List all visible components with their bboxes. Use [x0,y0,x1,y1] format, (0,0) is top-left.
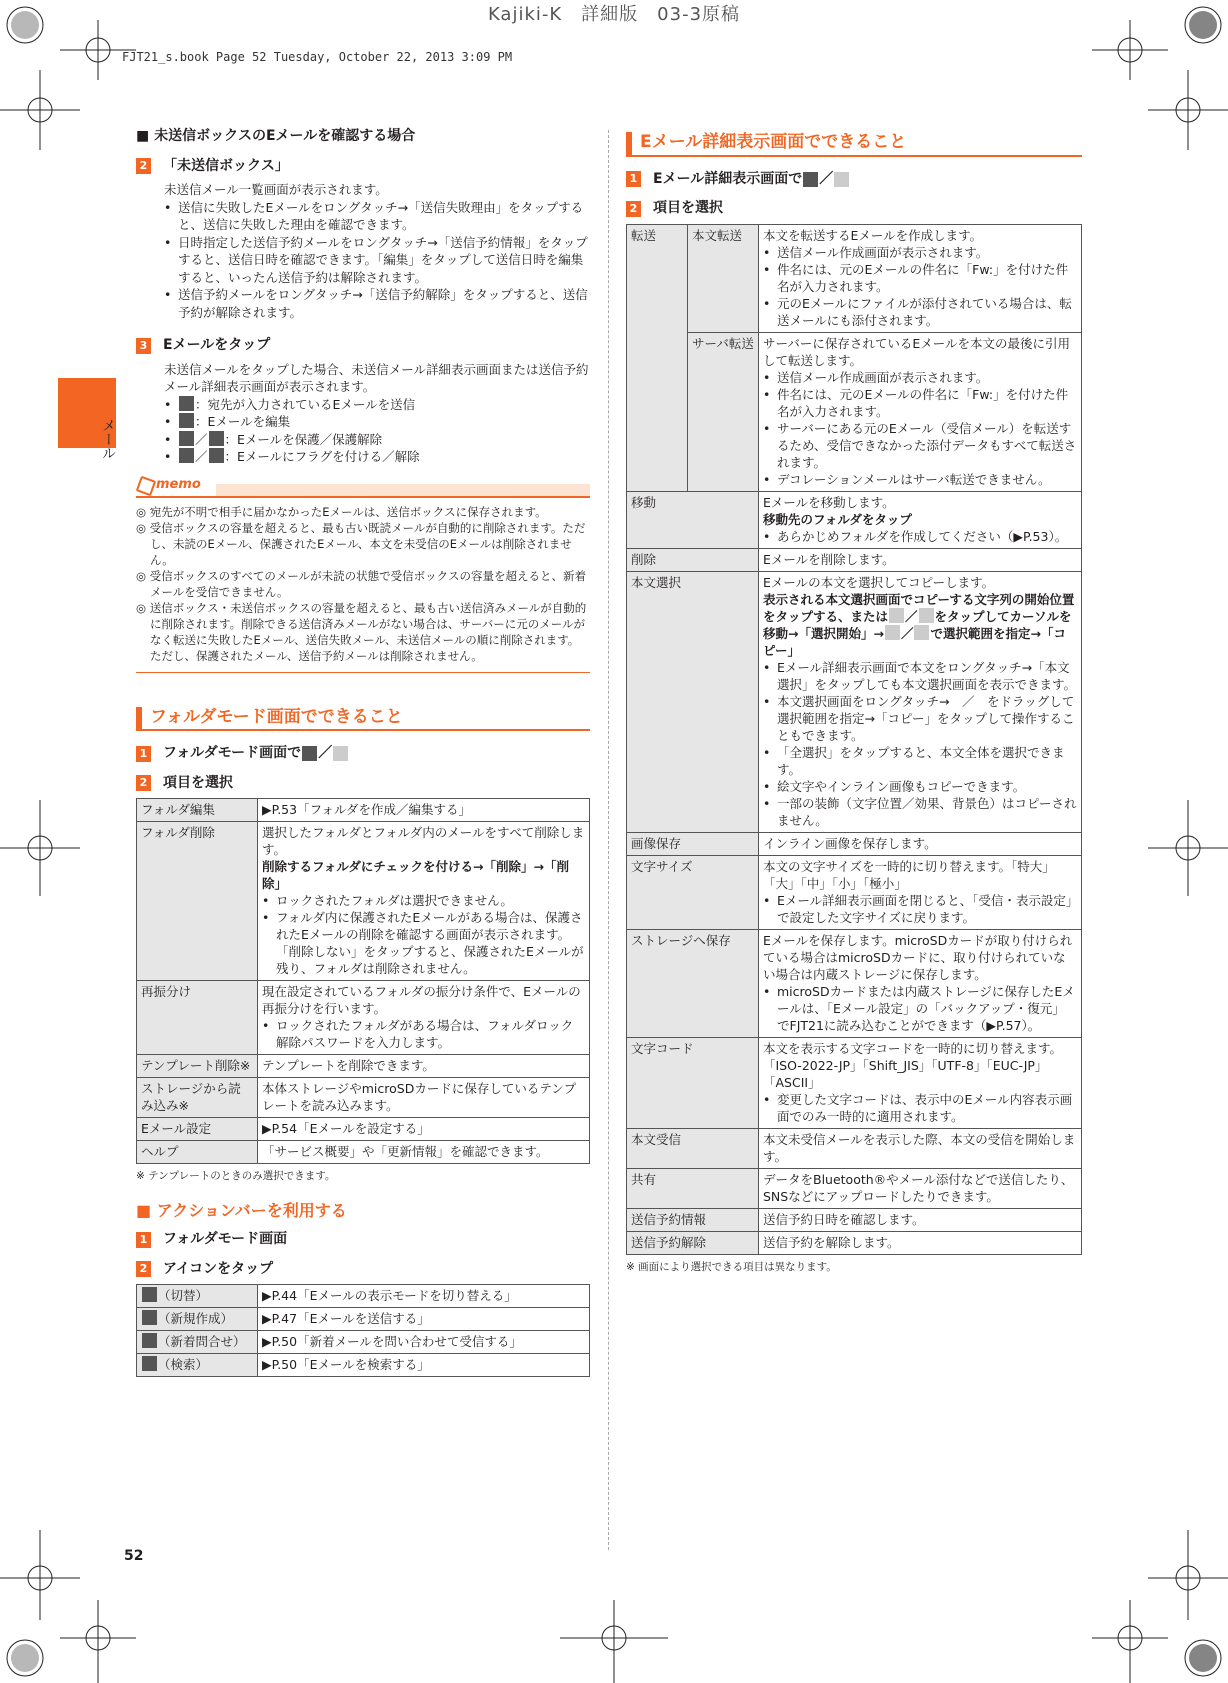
row-text: 現在設定されているフォルダの振分け条件で、Eメールの再振分けを行います。 [262,984,581,1016]
separator: ／ [819,170,834,187]
chapter-side-tab-label: メール [100,418,116,460]
memo-header [136,476,590,498]
row-text: 選択したフォルダとフォルダ内のメールをすべて削除します。 [262,825,585,857]
row-bullets [262,892,585,977]
row-bullets [262,1017,585,1051]
bullet: • ロックされたフォルダがある場合は、フォルダロック解除パスワードを入力します。 [262,1017,585,1051]
step-number: 1 [626,171,641,187]
memo-item: ◎ 宛先が不明で相手に届かなかったEメールは、送信ボックスに保存されます。 [136,504,547,519]
row-label: 文字コード [627,1037,759,1128]
left-column [136,128,590,1377]
row-cell [759,1037,1082,1128]
row-text: インライン画像を保存します。 [759,832,1082,855]
row-text: 本文を転送するEメールを作成します。 [763,227,983,243]
arrow-left-icon [889,608,904,623]
row-label: 移動 [627,491,759,548]
row-bold: 移動先のフォルダをタップ [763,511,912,527]
row-bullets [763,892,1077,926]
section-heading-unsent: ■ 未送信ボックスのEメールを確認する場合 [136,128,416,144]
bullet: • 絵文字やインライン画像もコピーできます。 [763,778,1077,795]
send-icon [179,396,194,411]
folder-options-table [136,798,590,1164]
step-number: 3 [136,338,151,354]
bullet: • 「全選択」をタップすると、本文全体を選択できます。 [763,744,1077,778]
row-label: 文字サイズ [627,855,759,929]
banner-folder-mode: フォルダモード画面でできること [136,707,590,732]
step-title: Eメール詳細表示画面で [653,170,803,187]
bullet: • ロックされたフォルダは選択できません。 [262,892,585,909]
bullet-text: ：Eメールを保護／保護解除 [224,431,383,447]
bold-part: をタップしてカーソルを移動→「選択開始」→ [763,608,1072,641]
icon-bullets [136,396,590,466]
table-row [627,1208,1082,1231]
row-label: （新着問合せ） [158,1334,246,1349]
arrow-right-icon [914,625,929,640]
step-number: 2 [136,1261,151,1277]
bullet: • 元のEメールにファイルが添付されている場合は、転送メールにも添付されます。 [763,295,1077,329]
row-text: 本文を表示する文字コードを一時的に切り替えます。「ISO-2022-JP」「Shift_JIS」「UTF-8」「EUC-JP」「ASCII」 [763,1040,1063,1090]
row-label: 送信予約情報 [627,1208,759,1231]
row-bullets [763,528,1077,545]
bullet: • サーバーにある元のEメール（受信メール）を転送するため、受信できなかった添付データもすべて転送されます。 [763,420,1077,471]
table-row [137,1354,590,1377]
row-label: Eメール設定 [137,1118,258,1141]
bullet: • デコレーションメールはサーバ転送できません。 [763,471,1077,488]
row-text: Eメールを保存します。microSDカードが取り付けられている場合はmicroSDカードに、取り付けられていない場合は内蔵ストレージに保存します。 [763,932,1073,982]
row-bold [763,591,1077,659]
action-bar-heading: ■ アクションバーを利用する [136,1200,347,1220]
row-text: Eメールを削除します。 [759,548,1082,571]
step-title: 「未送信ボックス」 [163,157,289,174]
menu-vertical-icon [803,172,818,187]
row-sublabel: 本文転送 [688,224,759,332]
step-number: 2 [136,775,151,791]
bullet: • 送信メール作成画面が表示されます。 [763,369,1077,386]
row-text: ▶P.53「フォルダを作成／編集する」 [258,799,590,822]
bold-part: で選択範囲を指定→「コピー」 [763,625,1066,658]
row-text: テンプレートを削除できます。 [258,1055,590,1078]
action-bar-table [136,1284,590,1377]
row-cell [258,981,590,1055]
row-label: 画像保存 [627,832,759,855]
menu-icon [834,172,849,187]
table-row [627,1128,1082,1168]
row-label-cell [137,1308,258,1331]
detail-note: ※ 画面により選択できる項目は異なります。 [626,1260,837,1273]
folder-note: ※ テンプレートのときのみ選択できます。 [136,1170,336,1182]
memo-item: ◎ 受信ボックスの容量を超えると、最も古い既読メールが自動的に削除されます。ただし、未読のEメール、保護されたEメール、本文を未受信のEメールは削除されません。 [136,520,586,567]
bullet-text: ：Eメールを編集 [195,414,291,429]
table-row [627,491,1082,548]
step-number: 1 [136,746,151,762]
row-cell [759,855,1082,929]
folder-step-2 [136,775,590,793]
row-text: ▶P.47「Eメールを送信する」 [258,1308,590,1331]
table-row [137,1078,590,1118]
row-label: （検索） [158,1357,209,1372]
step-number: 1 [136,1232,151,1248]
menu-vertical-icon [302,746,317,761]
row-text: 本文未受信メールを表示した際、本文の受信を開始します。 [759,1128,1082,1168]
step-title: 項目を選択 [163,774,233,791]
row-label: 再振分け [137,981,258,1055]
row-text: ▶P.50「Eメールを検索する」 [258,1354,590,1377]
row-bullets [763,244,1077,329]
compose-icon [142,1310,157,1325]
row-label: テンプレート削除※ [137,1055,258,1078]
separator: ／ [900,625,914,641]
bullet: • あらかじめフォルダを作成してください（▶P.53）。 [763,528,1077,545]
row-cell [258,822,590,981]
step-3 [136,337,590,355]
step-title: Eメールをタップ [163,337,271,353]
action-step-1 [136,1231,590,1249]
switch-icon [142,1287,157,1302]
row-label: 本文選択 [627,571,759,832]
bullet: • 本文選択画面をロングタッチ→ ／ をドラッグして選択範囲を指定→「コピー」をタップして操作することもできます。 [763,693,1077,744]
row-text: サーバーに保存されているEメールを本文の最後に引用して転送します。 [763,335,1071,368]
row-label: 削除 [627,548,759,571]
step-title: アイコンをタップ [163,1260,274,1277]
bullet: • フォルダ内に保護されたEメールがある場合は、保護されたEメールの削除を確認する画面が表示されます。「削除しない」をタップすると、保護されたEメールが残り、フォルダは削除されません。 [262,909,585,977]
table-row [627,571,1082,832]
table-row [627,1168,1082,1208]
arrow-left-icon [885,625,900,640]
row-label: （切替） [158,1288,209,1303]
table-row [137,1331,590,1354]
step-number: 2 [626,201,641,217]
step-title: 項目を選択 [653,200,723,216]
row-text: Eメールの本文を選択してコピーします。 [763,574,995,590]
table-row [627,1231,1082,1254]
row-label-cell [137,1331,258,1354]
table-row [627,1037,1082,1128]
row-cell [759,224,1082,332]
document-header-title: Kajiki-K 詳細版 03-3原稿 [487,4,741,25]
bullet-text: ：Eメールにフラグを付ける／解除 [224,449,420,464]
bullet: • Eメール詳細表示画面で本文をロングタッチ→「本文選択」をタップしても本文選択画面を表示できます。 [763,659,1077,693]
column-divider [608,130,609,1550]
table-row [627,332,1082,491]
row-bullets [763,1091,1077,1125]
table-row [627,832,1082,855]
row-label: 共有 [627,1168,759,1208]
row-label: 転送 [627,224,688,491]
action-step-2 [136,1261,590,1279]
row-text: 「サービス概要」や「更新情報」を確認できます。 [258,1141,590,1164]
row-label: フォルダ編集 [137,799,258,822]
memo-item: ◎ 送信ボックス・未送信ボックスの容量を超えると、最も古い送信済みメールが自動的に削除されます。削除できる送信済みメールがない場合は、サーバーに元のメールがなく転送に失敗したEメール、送信失敗メール、未送信メールの順に削除されます。ただし、保護されたメール、送信予約メールは削除されません。 [136,600,587,663]
step-2 [136,158,590,176]
bullet-text: ：宛先が入力されているEメールを送信 [195,396,416,412]
table-row [627,855,1082,929]
banner-email-detail: Eメール詳細表示画面でできること [626,132,1082,157]
row-text: ▶P.50「新着メールを問い合わせて受信する」 [258,1331,590,1354]
table-row [137,1055,590,1078]
row-sublabel: サーバ転送 [688,332,759,491]
bullet: • 件名には、元のEメールの件名に「Fw:」を付けた件名が入力されます。 [763,386,1077,420]
bullet: • microSDカードまたは内蔵ストレージに保存したEメールは、「Eメール設定」の「バックアップ・復元」でFJT21に読み込むことができます（▶P.57）。 [763,983,1077,1034]
separator: ／ [905,608,918,624]
edit-icon [179,413,194,428]
row-cell [759,491,1082,548]
memo-list [136,498,590,673]
print-info-line: FJT21_s.book Page 52 Tuesday, October 22, 2013 3:09 PM [122,50,513,64]
bullet [164,396,590,414]
memo-bar [216,484,590,496]
bullet: • 送信メール作成画面が表示されます。 [763,244,1077,261]
row-label: ストレージから読み込み※ [137,1078,258,1118]
detail-step-2 [626,200,1082,218]
memo-label: memo [136,476,205,494]
row-label: 本文受信 [627,1128,759,1168]
row-text: 送信予約日時を確認します。 [759,1208,1082,1231]
unflag-icon [209,448,224,463]
step-desc: 未送信メール一覧画面が表示されます。 [164,182,388,197]
row-bullets [763,659,1077,829]
step-number: 2 [136,158,151,174]
step-title: フォルダモード画面 [163,1231,288,1247]
step-desc: 未送信メールをタップした場合、未送信メール詳細表示画面または送信予約メール詳細表示画面が表示されます。 [164,361,589,394]
bullet [164,413,590,431]
row-label: ヘルプ [137,1141,258,1164]
table-row [137,799,590,822]
row-cell [759,332,1082,491]
row-bold: 削除するフォルダにチェックを付ける→「削除」→「削除」 [262,859,569,891]
table-row [137,1285,590,1308]
folder-step-1 [136,745,590,763]
row-bullets [763,369,1077,488]
detail-step-1 [626,171,1082,189]
row-text: データをBluetooth®やメール添付などで送信したり、SNSなどにアップロードしたりできます。 [759,1168,1082,1208]
row-cell [759,929,1082,1037]
separator: ／ [195,449,208,464]
table-row [627,929,1082,1037]
row-label-cell [137,1354,258,1377]
table-row [137,1118,590,1141]
detail-options-table [626,224,1082,1255]
row-text: ▶P.44「Eメールの表示モードを切り替える」 [258,1285,590,1308]
search-icon [142,1356,157,1371]
right-column [626,128,1082,1276]
bullet: • 一部の装飾（文字位置／効果、背景色）はコピーされません。 [763,795,1077,829]
row-text: 送信予約を解除します。 [759,1231,1082,1254]
table-row [137,1141,590,1164]
row-bullets [763,983,1077,1034]
row-label: ストレージへ保存 [627,929,759,1037]
bullet [164,448,590,466]
step-bullets [136,199,590,322]
table-row [627,548,1082,571]
row-label: 送信予約解除 [627,1231,759,1254]
bullet: • 件名には、元のEメールの件名に「Fw:」を付けた件名が入力されます。 [763,261,1077,295]
row-cell [759,571,1082,832]
bullet: • 送信に失敗したEメールをロングタッチ→「送信失敗理由」をタップすると、送信に失敗した理由を確認できます。 [164,199,590,234]
bullet: • 日時指定した送信予約メールをロングタッチ→「送信予約情報」をタップすると、送信日時を確認できます。「編集」をタップして送信日時を編集すると、いったん送信予約は解除されます。 [164,234,590,287]
page-number: 52 [124,1548,144,1564]
row-text: Eメールを移動します。 [763,494,895,510]
unlock-icon [209,431,224,446]
bullet: • 変更した文字コードは、表示中のEメール内容表示画面でのみ一時的に適用されます。 [763,1091,1077,1125]
row-label: （新規作成） [158,1311,234,1326]
table-row [137,981,590,1055]
row-text: ▶P.54「Eメールを設定する」 [258,1118,590,1141]
separator: ／ [318,745,333,761]
menu-icon [333,746,348,761]
arrow-right-icon [919,608,934,623]
bold-part: 表示される本文選択画面でコピーする文字列の開始位置をタップする、または [763,591,1075,624]
table-row [137,1308,590,1331]
lock-icon [179,431,194,446]
flag-icon [179,448,194,463]
refresh-icon [142,1333,157,1348]
table-row [137,822,590,981]
row-text: 本文の文字サイズを一時的に切り替えます。「特大」「大」「中」「小」「極小」 [763,858,1055,891]
memo-item: ◎ 受信ボックスのすべてのメールが未読の状態で受信ボックスの容量を超えると、新着メールを受信できません。 [136,568,586,599]
bullet: • 送信予約メールをロングタッチ→「送信予約解除」をタップすると、送信予約が解除されます。 [164,286,590,321]
row-label: フォルダ削除 [137,822,258,981]
row-text: 本体ストレージやmicroSDカードに保存しているテンプレートを読み込みます。 [258,1078,590,1118]
separator: ／ [195,431,208,447]
bullet: • Eメール詳細表示画面を閉じると、「受信・表示設定」で設定した文字サイズに戻ります。 [763,892,1077,926]
step-title: フォルダモード画面で [163,745,302,761]
table-row [627,224,1082,332]
row-label-cell [137,1285,258,1308]
bullet [164,431,590,449]
